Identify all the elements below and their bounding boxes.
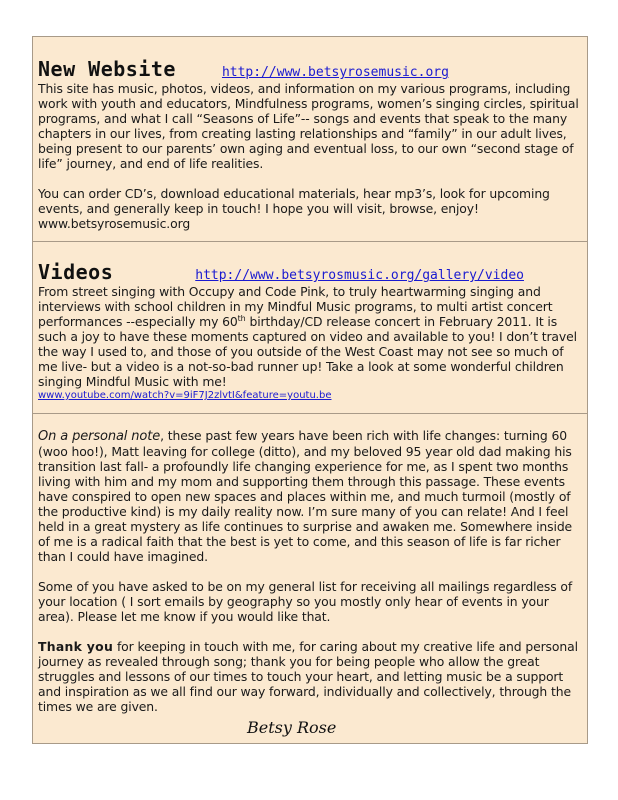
videos-paragraph-end: birthday/CD release concert in February 2011. It is such a joy to have these moments captured on video and available to you! I don’t travel the way I used to, and those of you outside of the West Coast may not see so much of me live- but a video is a not-so-bad runner up! Take a look at some wonderful children singing Mindful Music with me!: [38, 314, 577, 389]
personal-paragraph-1: [38, 428, 581, 564]
new-website-heading-row: [38, 57, 581, 81]
new-website-heading: New Website: [38, 57, 176, 81]
videos-section: [33, 242, 587, 414]
personal-note-lead: On a personal note: [38, 429, 161, 444]
youtube-link[interactable]: www.youtube.com/watch?v=9iF7J2zlvtI&feature=youtu.be: [38, 390, 332, 401]
personal-paragraph-3-text: for keeping in touch with me, for caring about my creative life and personal journey as revealed through song; thank you for being people who allow the great struggles and lessons of our times to touch your heart, and letting music be a support and inspiration as we all find our way forward, individually and collectively, through the times we are given.: [38, 639, 578, 714]
ordinal-superscript: th: [237, 313, 246, 323]
videos-heading-row: [38, 260, 581, 284]
website-url-link[interactable]: http://www.betsyrosemusic.org: [221, 65, 449, 80]
newsletter-page: [32, 36, 588, 744]
website-paragraph-2: You can order CD’s, download educational materials, hear mp3’s, look for upcoming events, and generally keep in touch! I hope you will visit, browse, enjoy! www.betsyrosemusic.org: [38, 186, 550, 231]
personal-note-section: [33, 414, 587, 745]
personal-paragraph-3: [38, 639, 581, 714]
new-website-section: [33, 37, 587, 242]
videos-url-link[interactable]: http://www.betsyrosmusic.org/gallery/video: [195, 268, 524, 283]
videos-heading: Videos: [38, 260, 114, 284]
videos-paragraph: [38, 284, 581, 389]
personal-paragraph-1-text: , these past few years have been rich with life changes: turning 60 (woo hoo!), Matt leaving for college (ditto), and my beloved 95 year old dad making his transition last fall- a profoundly life changing experience for me, as I spent two months living with him and my mom and supporting them through this passage. These events have conspired to open new spaces and places within me, and much turmoil (mostly of the productive kind) is my daily reality now. I’m sure many of you can relate! And I feel held in a great mystery as life continues to surprise and awaken me. Somewhere inside of me is a radical faith that the best is yet to come, and this season of life is far richer than I could have imagined.: [38, 428, 573, 564]
videos-paragraph-start: From street singing with Occupy and Code Pink, to truly heartwarming singing and interviews with school children in my Mindful Music programs, to multi artist concert performances --especially my 60: [38, 284, 553, 329]
thank-you-lead: Thank you: [38, 639, 114, 654]
personal-paragraph-2: Some of you have asked to be on my general list for receiving all mailings regardless of your location ( I sort emails by geography so you mostly only hear of events in your area). Please let me know if you would like that.: [38, 579, 573, 624]
website-paragraph-1: This site has music, photos, videos, and information on my various programs, including work with youth and educators, Mindfulness programs, women’s singing circles, spiritual programs, and what I call “Seasons of Life”-- songs and events that speak to the many chapters in our lives, from creating lasting relationships and “family” in our adult lives, being present to our parents’ own aging and eventual loss, to our own “second stage of life” journey, and end of life realities.: [38, 81, 579, 171]
signature: Betsy Rose: [247, 718, 337, 737]
